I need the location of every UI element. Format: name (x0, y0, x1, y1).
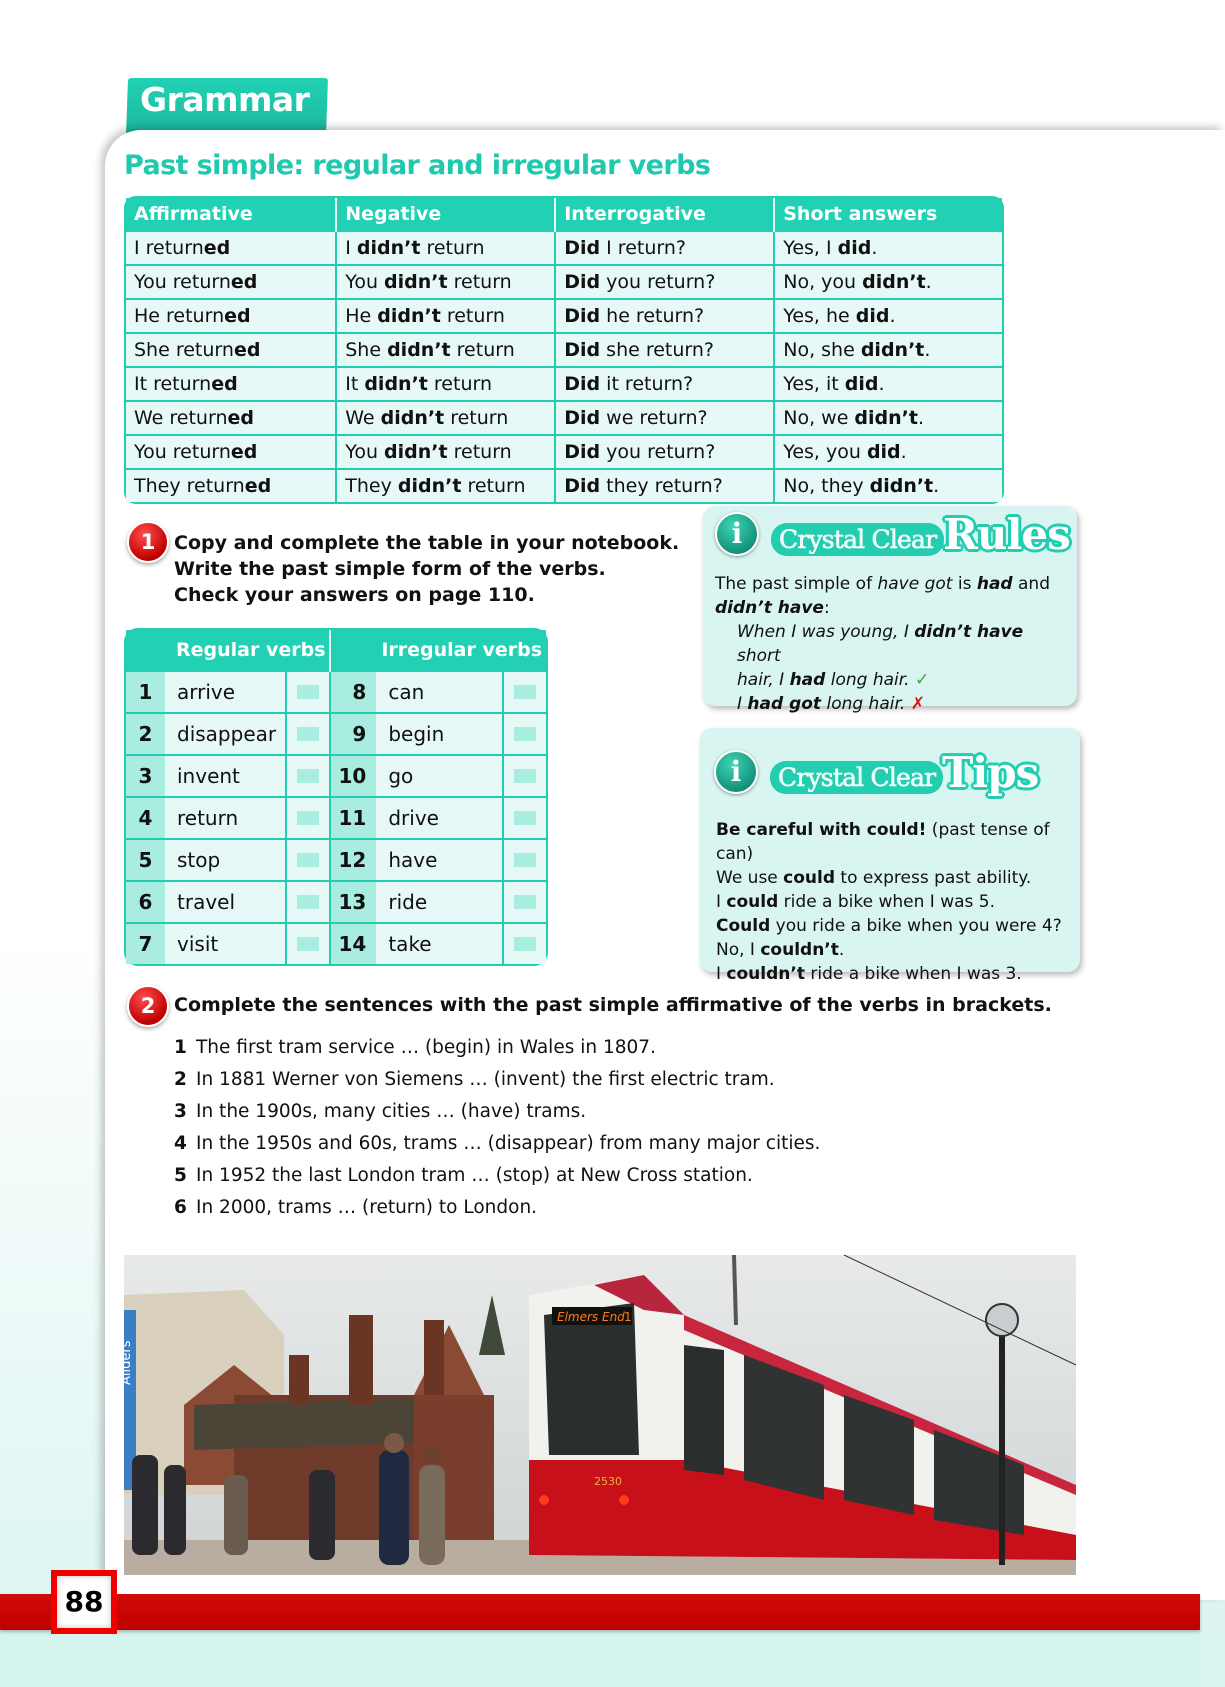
rules-line: The past simple of have got is had and (715, 574, 1050, 594)
exercise-2-item (174, 1064, 820, 1096)
regular-verb-number: 4 (126, 797, 165, 839)
regular-verb: disappear (165, 713, 286, 755)
verbs-table-row (126, 713, 546, 755)
rules-example: I had got long hair. ✗ (737, 694, 925, 714)
tram-number: 2530 (594, 1475, 622, 1488)
cell-short-answer: No, you didn’t. (774, 265, 1002, 299)
crystal-clear-rules-box (703, 506, 1077, 714)
exercise-2-item (174, 1192, 820, 1224)
grammar-table-row (126, 401, 1002, 435)
irregular-verb: drive (376, 797, 503, 839)
cell-affirmative: You returned (126, 435, 336, 469)
regular-verb-number: 7 (126, 923, 165, 964)
answer-box[interactable] (514, 937, 536, 951)
grammar-table-row (126, 435, 1002, 469)
cell-interrogative: Did you return? (555, 435, 774, 469)
col-interrogative: Interrogative (555, 198, 774, 231)
cell-short-answer: No, they didn’t. (774, 469, 1002, 502)
verbs-table-row (126, 671, 546, 713)
regular-verb: travel (165, 881, 286, 923)
grammar-table-row (126, 265, 1002, 299)
exercise-2-item (174, 1032, 820, 1064)
verbs-table-row (126, 839, 546, 881)
answer-box[interactable] (297, 811, 319, 825)
verbs-table (124, 628, 548, 966)
irregular-answer-cell[interactable] (503, 839, 546, 881)
cell-negative: It didn’t return (336, 367, 555, 401)
verbs-table-row (126, 797, 546, 839)
irregular-verb-number: 9 (330, 713, 376, 755)
regular-answer-cell[interactable] (286, 923, 330, 964)
lamp-post (999, 1305, 1005, 1565)
cell-affirmative: They returned (126, 469, 336, 502)
exercise-1-badge: 1 (127, 521, 169, 563)
rules-example: When I was young, I didn’t have short (737, 622, 1024, 666)
section-title: Past simple: regular and irregular verbs (124, 150, 711, 181)
tips-line: Be careful with could! (past tense of can) (716, 820, 1050, 864)
irregular-answer-cell[interactable] (503, 713, 546, 755)
item-text: In 1881 Werner von Siemens … (invent) the first electric tram. (196, 1069, 775, 1090)
rules-body (715, 572, 1071, 716)
verbs-table-row (126, 755, 546, 797)
answer-box[interactable] (297, 727, 319, 741)
irregular-verb-number: 8 (330, 671, 376, 713)
irregular-verb: have (376, 839, 503, 881)
cell-short-answer: No, she didn’t. (774, 333, 1002, 367)
answer-box[interactable] (514, 727, 536, 741)
item-number: 1 (174, 1037, 187, 1058)
irregular-verb-number: 10 (330, 755, 376, 797)
cell-short-answer: Yes, I did. (774, 231, 1002, 265)
exercise-2-item (174, 1128, 820, 1160)
cell-interrogative: Did you return? (555, 265, 774, 299)
tips-line: I could ride a bike when I was 5. (716, 892, 996, 912)
cell-negative: He didn’t return (336, 299, 555, 333)
cell-interrogative: Did we return? (555, 401, 774, 435)
tips-line: I couldn’t ride a bike when I was 3. (716, 964, 1022, 984)
regular-answer-cell[interactable] (286, 755, 330, 797)
rules-title: Rules (943, 510, 1070, 559)
col-affirmative: Affirmative (126, 198, 336, 231)
answer-box[interactable] (297, 895, 319, 909)
info-icon: i (714, 750, 758, 794)
tram-scene-illustration (119, 1255, 1076, 1575)
answer-box[interactable] (297, 769, 319, 783)
regular-verb-number: 5 (126, 839, 165, 881)
answer-box[interactable] (297, 685, 319, 699)
irregular-answer-cell[interactable] (503, 797, 546, 839)
chimney (289, 1355, 309, 1405)
cell-negative: They didn’t return (336, 469, 555, 502)
exercise-2-item (174, 1096, 820, 1128)
cell-interrogative: Did it return? (555, 367, 774, 401)
grammar-table-row (126, 367, 1002, 401)
footer-band (0, 1594, 1200, 1630)
grammar-table-row (126, 469, 1002, 502)
rules-example: hair, I had long hair. ✓ (737, 670, 930, 690)
cell-negative: She didn’t return (336, 333, 555, 367)
irregular-verb: can (376, 671, 503, 713)
tram-route: 1 (624, 1310, 632, 1324)
regular-verb-number: 3 (126, 755, 165, 797)
grammar-tab-label: Grammar (140, 80, 310, 119)
cell-interrogative: Did she return? (555, 333, 774, 367)
regular-answer-cell[interactable] (286, 797, 330, 839)
item-number: 5 (174, 1165, 187, 1186)
chimney (349, 1315, 373, 1405)
cell-interrogative: Did he return? (555, 299, 774, 333)
exercise-2-list (174, 1032, 820, 1224)
rules-line: didn’t have: (715, 598, 830, 618)
grammar-table-row (126, 299, 1002, 333)
grammar-table-row (126, 231, 1002, 265)
item-text: In the 1950s and 60s, trams … (disappear) from many major cities. (196, 1133, 821, 1154)
check-icon: ✓ (914, 670, 930, 690)
cell-affirmative: It returned (126, 367, 336, 401)
regular-verb: return (165, 797, 286, 839)
irregular-verb-number: 13 (330, 881, 376, 923)
regular-verb-number: 6 (126, 881, 165, 923)
tram-destination: Elmers End (557, 1310, 625, 1324)
answer-box[interactable] (514, 895, 536, 909)
tips-line: Could you ride a bike when you were 4? (716, 916, 1062, 936)
cell-short-answer: No, we didn’t. (774, 401, 1002, 435)
regular-verbs-header: Regular verbs (126, 630, 330, 671)
irregular-answer-cell[interactable] (503, 755, 546, 797)
tips-body (716, 818, 1076, 986)
regular-answer-cell[interactable] (286, 839, 330, 881)
item-text: In the 1900s, many cities … (have) trams. (196, 1101, 587, 1122)
col-negative: Negative (336, 198, 555, 231)
grammar-table-header (126, 198, 1002, 231)
cell-interrogative: Did they return? (555, 469, 774, 502)
irregular-answer-cell[interactable] (503, 671, 546, 713)
cell-affirmative: We returned (126, 401, 336, 435)
cell-negative: You didn’t return (336, 265, 555, 299)
grammar-table (124, 196, 1004, 504)
item-text: In 1952 the last London tram … (stop) at New Cross station. (196, 1165, 753, 1186)
page-number: 88 (51, 1570, 117, 1634)
tram-photo (119, 1255, 1076, 1575)
cell-negative: I didn’t return (336, 231, 555, 265)
cell-short-answer: Yes, you did. (774, 435, 1002, 469)
item-text: In 2000, trams … (return) to London. (196, 1197, 538, 1218)
tips-line: No, I couldn’t. (716, 940, 845, 960)
crystal-clear-brand: Crystal Clear (770, 761, 943, 794)
cell-interrogative: Did I return? (555, 231, 774, 265)
regular-answer-cell[interactable] (286, 881, 330, 923)
cell-short-answer: Yes, he did. (774, 299, 1002, 333)
item-text: The first tram service … (begin) in Wales in 1807. (196, 1037, 656, 1058)
instruction-line: Check your answers on page 110. (174, 584, 535, 606)
cross-icon: ✗ (910, 694, 925, 714)
irregular-verb: take (376, 923, 503, 964)
irregular-verbs-header: Irregular verbs (330, 630, 546, 671)
cell-affirmative: I returned (126, 231, 336, 265)
item-number: 2 (174, 1069, 187, 1090)
cell-negative: We didn’t return (336, 401, 555, 435)
cell-affirmative: You returned (126, 265, 336, 299)
instruction-line: Write the past simple form of the verbs. (174, 558, 606, 580)
verbs-table-row (126, 881, 546, 923)
item-number: 3 (174, 1101, 187, 1122)
cell-short-answer: Yes, it did. (774, 367, 1002, 401)
pole (734, 1255, 736, 1325)
regular-answer-cell[interactable] (286, 671, 330, 713)
item-number: 6 (174, 1197, 187, 1218)
regular-verb-number: 1 (126, 671, 165, 713)
irregular-verb-number: 12 (330, 839, 376, 881)
shop-sign-text: Allders (119, 1340, 134, 1385)
regular-verb-number: 2 (126, 713, 165, 755)
exercise-2-instruction: Complete the sentences with the past simple affirmative of the verbs in brackets. (174, 994, 1052, 1016)
irregular-verb-number: 14 (330, 923, 376, 964)
regular-verb: arrive (165, 671, 286, 713)
irregular-verb: begin (376, 713, 503, 755)
irregular-answer-cell[interactable] (503, 923, 546, 964)
item-number: 4 (174, 1133, 187, 1154)
regular-verb: visit (165, 923, 286, 964)
answer-box[interactable] (514, 769, 536, 783)
info-icon: i (715, 512, 759, 556)
irregular-answer-cell[interactable] (503, 881, 546, 923)
cell-negative: You didn’t return (336, 435, 555, 469)
regular-verb: stop (165, 839, 286, 881)
regular-answer-cell[interactable] (286, 713, 330, 755)
chimney (424, 1320, 444, 1395)
instruction-line: Copy and complete the table in your notebook. (174, 532, 680, 554)
answer-box[interactable] (514, 853, 536, 867)
cell-affirmative: She returned (126, 333, 336, 367)
col-short-answers: Short answers (774, 198, 1002, 231)
cell-affirmative: He returned (126, 299, 336, 333)
exercise-2-badge: 2 (127, 985, 169, 1027)
exercise-2-item (174, 1160, 820, 1192)
answer-box[interactable] (297, 853, 319, 867)
answer-box[interactable] (514, 685, 536, 699)
regular-verb: invent (165, 755, 286, 797)
answer-box[interactable] (297, 937, 319, 951)
tips-line: We use could to express past ability. (716, 868, 1032, 888)
exercise-1-instructions (174, 530, 679, 608)
answer-box[interactable] (514, 811, 536, 825)
verbs-table-row (126, 923, 546, 964)
irregular-verb: ride (376, 881, 503, 923)
irregular-verb-number: 11 (330, 797, 376, 839)
grammar-table-row (126, 333, 1002, 367)
crystal-clear-brand: Crystal Clear (771, 523, 944, 556)
tips-title: Tips (942, 748, 1039, 797)
irregular-verb: go (376, 755, 503, 797)
crystal-clear-tips-box (700, 728, 1080, 984)
